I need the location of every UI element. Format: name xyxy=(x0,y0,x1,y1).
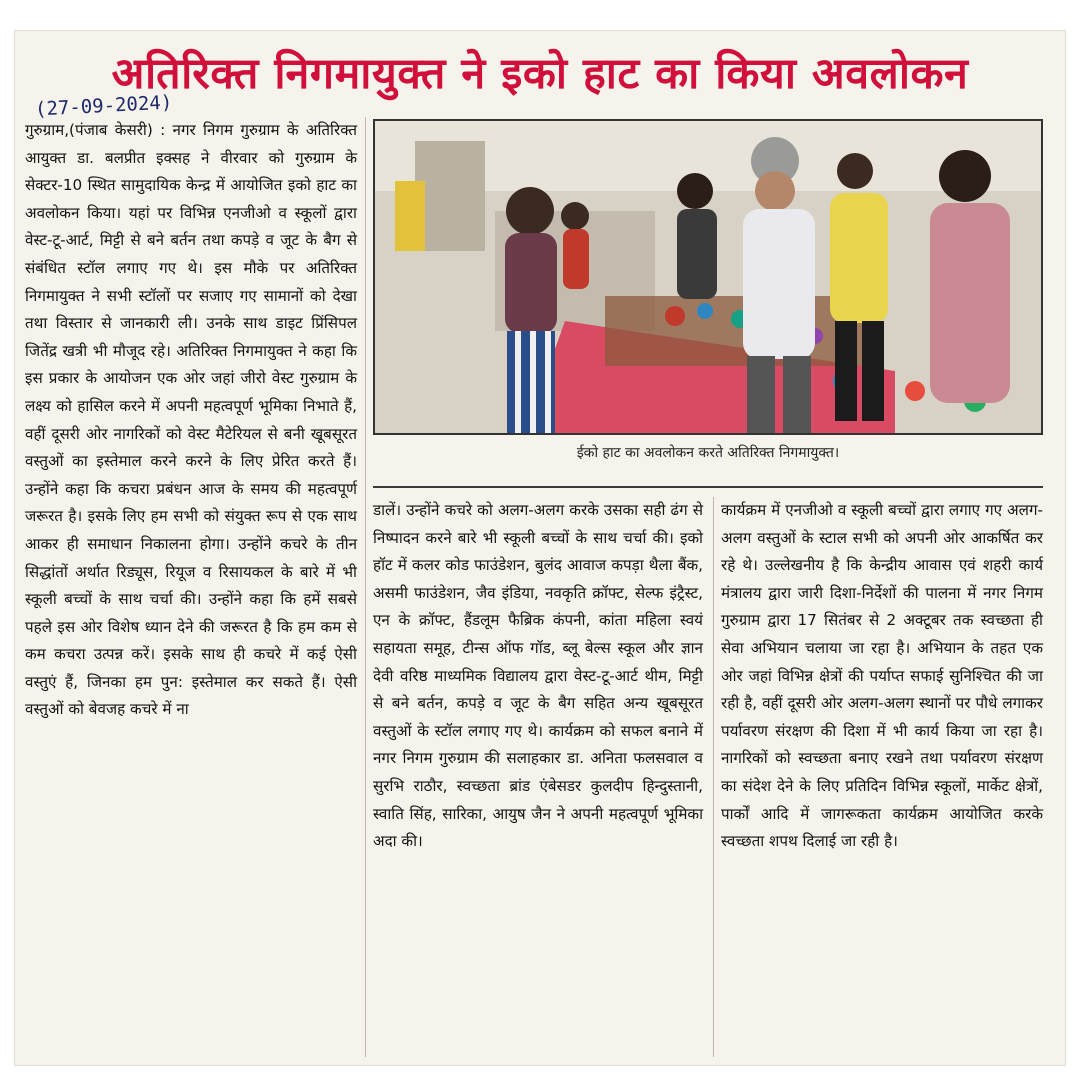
photo-caption: ईको हाट का अवलोकन करते अतिरिक्त निगमायुक्त। xyxy=(576,445,840,461)
article-column-2 xyxy=(373,497,703,856)
headline: अतिरिक्त निगमायुक्त ने इको हाट का किया अवलोकन xyxy=(111,49,969,99)
news-photo xyxy=(373,119,1043,435)
column-3-text: कार्यक्रम में एनजीओ व स्कूली बच्चों द्वारा लगाए गए अलग-अलग वस्तुओं के स्टाल सभी को अपनी ओर आकर्षित कर रहे थे। उल्लेखनीय है कि केन्द्रीय आवास एवं शहरी कार्य मंत्रालय द्वारा जारी दिशा-निर्देशों की पालना में नगर निगम गुरुग्राम द्वारा 17 सितंबर से 2 अक्टूबर तक स्वच्छता ही सेवा अभियान चलाया जा रहा है। अभियान के तहत एक ओर जहां विभिन्न क्षेत्रों की पर्याप्त सफाई सुनिश्चित की जा रही है, वहीं दूसरी ओर अलग-अलग स्थानों पर पौधे लगाकर पर्यावरण संरक्षण की दिशा में भी कार्य किया जा रहा है। नागरिकों को स्वच्छता बनाए रखने तथा पर्यावरण संरक्षण का संदेश देने के लिए प्रतिदिन विभिन्न स्कूलों, मार्केट क्षेत्रों, पार्कों आदि में जागरूकता कार्यक्रम आयोजित करके स्वच्छता शपथ दिलाई जा रही है। xyxy=(721,501,1043,851)
column-2-text: डालें। उन्होंने कचरे को अलग-अलग करके उसका सही ढंग से निष्पादन करने बारे भी स्कूली बच्चों के साथ चर्चा की। इको हॉट में कलर कोड फाउंडेशन, बुलंद आवाज कपड़ा थैला बैंक, असमी फाउंडेशन, जैव इंडिया, नवकृति क्रॉफ्ट, सेल्फ इंट्रैस्ट, एन के क्रॉफ्ट, हैंडलूम फैब्रिक कंपनी, कांता महिला स्वयं सहायता समूह, टीन्स ऑफ गॉड, ब्लू बेल्स स्कूल और ज्ञान देवी वरिष्ठ माध्यमिक विद्यालय द्वारा वेस्ट-टू-आर्ट थीम, मिट्टी से बने बर्तन, कपड़े व जूट के बैग सहित अन्य खूबसूरत वस्तुओं के स्टॉल लगाए गए थे। कार्यक्रम को सफल बनाने में नगर निगम गुरुग्राम की सलाहकार डा. अनिता फलसवाल व सुरभि राठौर, स्वच्छता ब्रांड एंबेसडर कुलदीप हिन्दुस्तानी, स्वाति सिंह, सारिका, आयुष जैन ने अपनी महत्वपूर्ण भूमिका अदा की। xyxy=(373,501,703,851)
handwritten-date: (27-09-2024) xyxy=(34,91,173,121)
column-1-text: गुरुग्राम,(पंजाब केसरी) : नगर निगम गुरुग्राम के अतिरिक्त आयुक्त डा. बलप्रीत इक्सह ने वीरवार को गुरुग्राम के सेक्टर-10 स्थित सामुदायिक केन्द्र में आयोजित इको हाट का अवलोकन किया। यहां पर विभिन्न एनजीओ व स्कूलों द्वारा वेस्ट-टू-आर्ट, मिट्टी से बने बर्तन तथा कपड़े व जूट के बैग से संबंधित स्टॉल लगाए गए थे। इस मौके पर अतिरिक्त निगमायुक्त ने सभी स्टॉलों पर सजाए गए सामानों को देखा तथा विस्तार से जानकारी ली। उनके साथ डाइट प्रिंसिपल जितेंद्र खत्री भी मौजूद रहे। अतिरिक्त निगमायुक्त ने कहा कि इस प्रकार के आयोजन एक ओर जहां जीरो वेस्ट गुरुग्राम के लक्ष्य को हासिल करने में अपनी महत्वपूर्ण भूमिका निभाते हैं, वहीं दूसरी ओर नागरिकों को वेस्ट मैटेरियल से बनी खूबसूरत वस्तुओं का इस्तेमाल करने करने के लिए प्रेरित करते हैं। उन्होंने कहा कि कचरा प्रबंधन आज के समय की महत्वपूर्ण जरूरत है। इसके लिए हम सभी को संयुक्त रूप से एक साथ आकर ही समाधान निकालना होगा। उन्होंने कचरे के तीन सिद्धांतों अर्थात रिड्यूस, रियूज व रिसायकल के बारे में भी स्कूली बच्चों के साथ चर्चा की। उन्होंने कहा कि हमें सबसे पहले इस ओर विशेष ध्यान देने की जरूरत है कि हम कम से कम कचरा उत्पन्न करें। इसके साथ ही कचरे में कई ऐसी वस्तुएं हैं, जिनका हम पुन: इस्तेमाल कर सकते हैं। ऐसी वस्तुओं को बेवजह कचरे में ना xyxy=(25,121,357,719)
article-column-3 xyxy=(721,497,1043,856)
photo-illustration xyxy=(375,121,1041,433)
column-divider xyxy=(713,497,714,1057)
newspaper-clipping xyxy=(14,30,1066,1066)
column-divider xyxy=(365,117,366,1057)
article-column-1 xyxy=(25,117,357,724)
photo-bottom-rule xyxy=(373,486,1043,488)
